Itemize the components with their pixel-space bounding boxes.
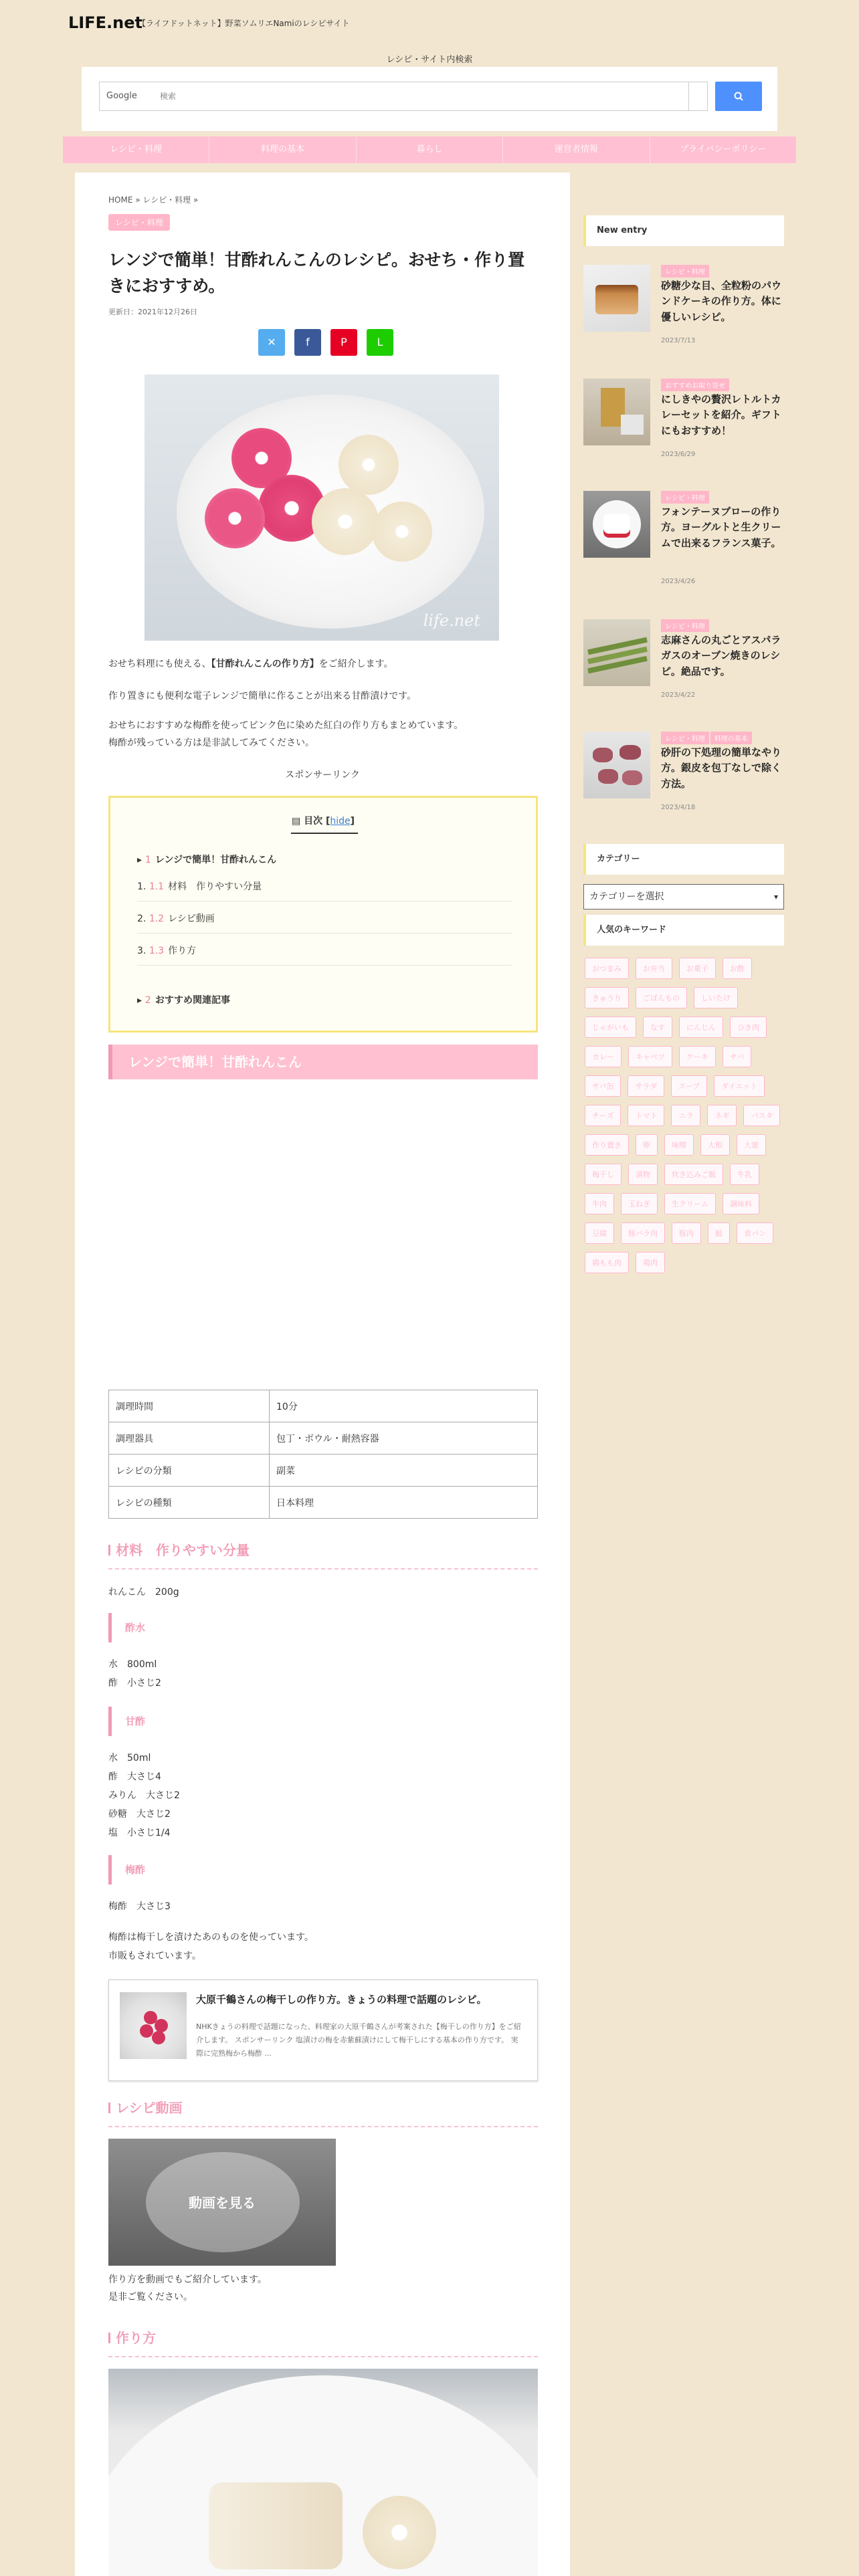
card-excerpt: NHKきょうの料理で話題になった、料理家の大原千鶴さんが考案された【梅干しの作り方】をご紹介します。 スポンサーリンク 塩漬けの梅を赤紫蘇漬けにして梅干しにする基本の作り方です。 実際に完熟梅から梅酢 ... <box>196 2022 521 2058</box>
keywords-heading: 人気のキーワード <box>583 915 784 946</box>
keyword-tag[interactable]: ケーキ <box>679 1046 716 1067</box>
ingredient-main: れんこん 200g <box>108 1587 179 1598</box>
entry-category-badge: 料理の基本 <box>710 732 752 744</box>
keyword-tag[interactable]: お弁当 <box>636 958 672 979</box>
keyword-tag[interactable]: トマト <box>628 1105 664 1126</box>
keyword-tag[interactable]: 漬物 <box>628 1164 658 1185</box>
nav-item-privacy[interactable]: プライバシーポリシー <box>680 144 767 154</box>
note-text: 市販もされています。 <box>108 1951 201 1961</box>
sidebar-entry[interactable] <box>583 491 784 585</box>
white-lotus <box>339 435 399 495</box>
white-lotus <box>372 502 432 562</box>
ingredient-line: 塩 小さじ1/4 <box>108 1828 171 1838</box>
category-select[interactable] <box>583 884 784 909</box>
keyword-tag[interactable]: 鮭 <box>708 1222 730 1244</box>
section-heading: レンジで簡単！甘酢れんこん <box>108 1045 538 1079</box>
keyword-tag[interactable]: 豆腐 <box>585 1222 614 1244</box>
intro-text-3a: おせちにおすすめな梅酢を使ってピンク色に染めた紅白の作り方もまとめています。 <box>108 720 464 731</box>
entry-title: 志麻さんの丸ごとアスパラガスのオーブン焼きのレシピ。絶品です。 <box>661 634 781 677</box>
keyword-tag[interactable]: サバ <box>723 1046 751 1067</box>
keyword-tag[interactable]: ひき肉 <box>730 1016 767 1038</box>
toc-title: ▤ 目次 [hide] <box>291 816 355 827</box>
share-buttons <box>258 329 393 356</box>
keyword-tag[interactable]: 炊き込みご飯 <box>664 1164 723 1185</box>
entry-thumbnail <box>583 732 650 798</box>
toc-underline <box>291 833 358 834</box>
keyword-tag[interactable]: にんじん <box>679 1016 723 1038</box>
twitter-share-button[interactable] <box>258 329 285 356</box>
keyword-tag[interactable]: チーズ <box>585 1105 621 1126</box>
keyword-tag[interactable]: 豚バラ肉 <box>621 1222 665 1244</box>
triangle-icon: ▸ <box>137 995 145 1006</box>
search-icon <box>734 92 743 101</box>
ingredient-line: 水 50ml <box>108 1753 151 1763</box>
category-tag[interactable]: レシピ・料理 <box>108 214 170 231</box>
keyword-tag[interactable]: 鶏もも肉 <box>585 1252 629 1273</box>
category-select-value: カテゴリーを選択 <box>589 891 664 902</box>
global-nav <box>63 136 796 163</box>
toc-item-1-1[interactable]: 1. 1.1 材料 作りやすい分量 <box>137 879 512 901</box>
google-label: Google <box>106 91 137 101</box>
entry-title: フォンテーヌブローの作り方。ヨーグルトと生クリームで出来るフランス菓子。 <box>661 506 781 549</box>
search-clear[interactable] <box>688 82 707 110</box>
keyword-tag[interactable]: 食パン <box>737 1222 773 1244</box>
note-text: 梅酢は梅干しを漬けたあのものを使っています。 <box>108 1932 314 1943</box>
entry-thumbnail <box>583 491 650 558</box>
new-entry-heading: New entry <box>583 215 784 246</box>
intro-text-1: おせち料理にも使える、【甘酢れんこんの作り方】をご紹介します。 <box>108 659 393 669</box>
keyword-tag[interactable]: お酢 <box>723 958 752 979</box>
sidebar-entry[interactable] <box>583 379 784 458</box>
keyword-tag[interactable]: 梅干し <box>585 1164 622 1185</box>
lotus-slice <box>363 2496 436 2569</box>
entry-date: 2023/4/26 <box>661 578 696 585</box>
facebook-share-button[interactable] <box>294 329 321 356</box>
chevron-down-icon: ▾ <box>773 892 778 901</box>
nav-item-about[interactable]: 運営者情報 <box>503 136 650 163</box>
method-photo <box>108 2369 538 2576</box>
main-article <box>75 173 570 2576</box>
breadcrumb[interactable]: HOME » レシピ・料理 » <box>108 195 199 205</box>
toc-hide-link[interactable]: hide <box>330 816 351 827</box>
video-text-2: 是非ご覧ください。 <box>108 2292 193 2302</box>
keyword-tag[interactable]: 味噌 <box>664 1134 694 1156</box>
nav-item-life[interactable]: 暮らし <box>357 136 503 163</box>
keyword-tag[interactable]: 大葉 <box>737 1134 766 1156</box>
keyword-tag[interactable]: スープ <box>671 1075 707 1097</box>
entry-category-badge: レシピ・料理 <box>661 491 709 504</box>
umeboshi <box>152 2031 165 2044</box>
keyword-tag[interactable]: 生クリーム <box>664 1193 716 1214</box>
hero-watermark: life.net <box>423 611 480 630</box>
keyword-tag[interactable]: 大根 <box>700 1134 730 1156</box>
plum-vinegar-heading: 梅酢 <box>108 1855 145 1885</box>
method-heading: 作り方 <box>108 2327 538 2357</box>
sweet-vinegar-heading: 甘酢 <box>108 1707 145 1736</box>
keyword-cloud <box>585 958 785 1273</box>
keyword-tag[interactable]: カレー <box>585 1046 622 1067</box>
watch-video-button[interactable]: 動画を見る <box>189 2195 256 2211</box>
triangle-icon: ▸ <box>137 855 145 865</box>
lotus-root <box>209 2482 343 2569</box>
entry-title: にしきやの贅沢レトルトカレーセットを紹介。ギフトにもおすすめ！ <box>661 393 781 437</box>
table-row: 調理時間 10分 <box>109 1390 538 1422</box>
site-description: 【ライフドットネット】野菜ソムリエNamiのレシピサイト <box>138 19 350 28</box>
keyword-tag[interactable]: 牛肉 <box>585 1193 614 1214</box>
recipe-info-table <box>108 1390 538 1519</box>
card-title: 大原千鶴さんの梅干しの作り方。きょうの料理で話題のレシピ。 <box>196 1994 487 2006</box>
search-field-wrapper <box>99 82 708 111</box>
table-row: レシピの分類 副菜 <box>109 1455 538 1487</box>
keyword-tag[interactable]: サバ缶 <box>585 1075 621 1097</box>
site-header <box>0 0 859 47</box>
intro-text-3b: 梅酢が残っている方は是非試してみてください。 <box>108 738 314 748</box>
keyword-tag[interactable]: サラダ <box>628 1075 664 1097</box>
ingredient-line: 酢 大さじ4 <box>108 1772 161 1782</box>
entry-date: 2023/7/13 <box>661 337 696 344</box>
page-title: レンジで簡単！甘酢れんこんのレシピ。おせち・作り置きにおすすめ。 <box>108 250 525 296</box>
entry-thumbnail <box>583 619 650 686</box>
nav-item-basics[interactable]: 料理の基本 <box>209 136 356 163</box>
ingredient-line: 梅酢 大さじ3 <box>108 1901 171 1912</box>
umeboshi <box>155 2019 168 2032</box>
twitter-icon: ✕ <box>267 336 276 348</box>
search-box <box>82 67 777 131</box>
toc-item-2[interactable]: ▸ 2 おすすめ関連記事 <box>137 995 230 1006</box>
keyword-tag[interactable]: ニラ <box>671 1105 700 1126</box>
line-icon: L <box>377 336 383 348</box>
entry-date: 2023/4/18 <box>661 804 696 811</box>
table-row: レシピの種類 日本料理 <box>109 1487 538 1519</box>
ingredient-line: 酢 小さじ2 <box>108 1678 161 1689</box>
entry-date: 2023/6/29 <box>661 451 696 458</box>
keyword-tag[interactable]: キャベツ <box>628 1046 672 1067</box>
umeboshi <box>140 2024 153 2038</box>
keyword-tag[interactable]: ネギ <box>707 1105 737 1126</box>
white-lotus <box>312 488 379 555</box>
keyword-tag[interactable]: しいたけ <box>694 987 738 1008</box>
card-thumbnail <box>120 1992 187 2059</box>
sidebar-entry[interactable] <box>583 619 784 699</box>
entry-category-badge: レシピ・料理 <box>661 732 709 744</box>
pink-lotus <box>205 488 265 548</box>
entry-title: 砂肝の下処理の簡単なやり方。銀皮を包丁なしで除く方法。 <box>661 746 782 790</box>
pinterest-share-button[interactable] <box>330 329 357 356</box>
entry-thumbnail <box>583 265 650 332</box>
sidebar-entry[interactable] <box>583 732 784 811</box>
keyword-tag[interactable]: なす <box>643 1016 672 1038</box>
list-icon: ▤ <box>291 816 301 827</box>
ingredient-line: みりん 大さじ2 <box>108 1790 180 1801</box>
keyword-tag[interactable]: パスタ <box>743 1105 780 1126</box>
hero-image <box>145 374 499 641</box>
entry-category-badge: おすすめお取り寄せ <box>661 379 729 391</box>
keyword-tag[interactable]: きゅうり <box>585 987 629 1008</box>
search-button[interactable] <box>715 82 762 111</box>
category-heading: カテゴリー <box>583 844 784 875</box>
search-title: レシピ・サイト内検索 <box>386 55 473 65</box>
pinterest-icon: P <box>341 336 347 348</box>
keyword-tag[interactable]: ごぼんもの <box>636 987 687 1008</box>
keyword-tag[interactable]: 鶏肉 <box>636 1252 665 1273</box>
table-of-contents <box>108 796 538 1033</box>
keyword-tag[interactable]: おつまみ <box>585 958 629 979</box>
keyword-tag[interactable]: お菓子 <box>679 958 716 979</box>
entry-thumbnail <box>583 379 650 445</box>
related-article-card[interactable] <box>108 1979 538 2081</box>
sidebar-entry[interactable] <box>583 265 784 344</box>
sponsor-label: スポンサーリンク <box>285 770 360 780</box>
search-input[interactable] <box>160 86 682 106</box>
facebook-icon: f <box>306 336 310 348</box>
keyword-tag[interactable]: 調味料 <box>723 1193 759 1214</box>
entry-title: 砂糖少な目、全粒粉のパウンドケーキの作り方。体に優しいレシピ。 <box>661 280 782 323</box>
entry-category-badge: レシピ・料理 <box>661 265 709 278</box>
keyword-tag[interactable]: 玉ねぎ <box>621 1193 658 1214</box>
intro-text-2: 作り置きにも便利な電子レンジで簡単に作ることが出来る甘酢漬けです。 <box>108 691 417 702</box>
nav-item-recipe[interactable]: レシピ・料理 <box>63 136 209 163</box>
video-heading: レシピ動画 <box>108 2097 538 2127</box>
table-row: 調理器具 包丁・ボウル・耐熱容器 <box>109 1422 538 1455</box>
toc-item-1-3[interactable]: 3. 1.3 作り方 <box>137 944 512 966</box>
keyword-tag[interactable]: じゃがいも <box>585 1016 636 1038</box>
line-share-button[interactable] <box>367 329 393 356</box>
vinegar-water-heading: 酢水 <box>108 1613 145 1642</box>
ingredients-heading: 材料 作りやすい分量 <box>108 1539 538 1570</box>
ingredient-line: 水 800ml <box>108 1659 157 1670</box>
updated-date: 更新日：2021年12月26日 <box>108 308 197 316</box>
keyword-tag[interactable]: ダイエット <box>714 1075 765 1097</box>
keyword-tag[interactable]: 卵 <box>636 1134 658 1156</box>
recipe-video[interactable] <box>108 2139 336 2266</box>
video-text-1: 作り方を動画でもご紹介しています。 <box>108 2274 267 2285</box>
keyword-tag[interactable]: 牛乳 <box>730 1164 759 1185</box>
keyword-tag[interactable]: 豚肉 <box>672 1222 701 1244</box>
entry-date: 2023/4/22 <box>661 691 696 699</box>
toc-title-label: 目次 <box>304 816 323 827</box>
toc-item-1[interactable]: ▸ 1 レンジで簡単！甘酢れんこん <box>137 855 277 865</box>
toc-item-1-2[interactable]: 2. 1.2 レシピ動画 <box>137 911 512 934</box>
entry-category-badge: レシピ・料理 <box>661 619 709 632</box>
ingredient-line: 砂糖 大さじ2 <box>108 1809 171 1820</box>
site-logo[interactable]: LIFE.net <box>68 13 142 32</box>
keyword-tag[interactable]: 作り置き <box>585 1134 629 1156</box>
